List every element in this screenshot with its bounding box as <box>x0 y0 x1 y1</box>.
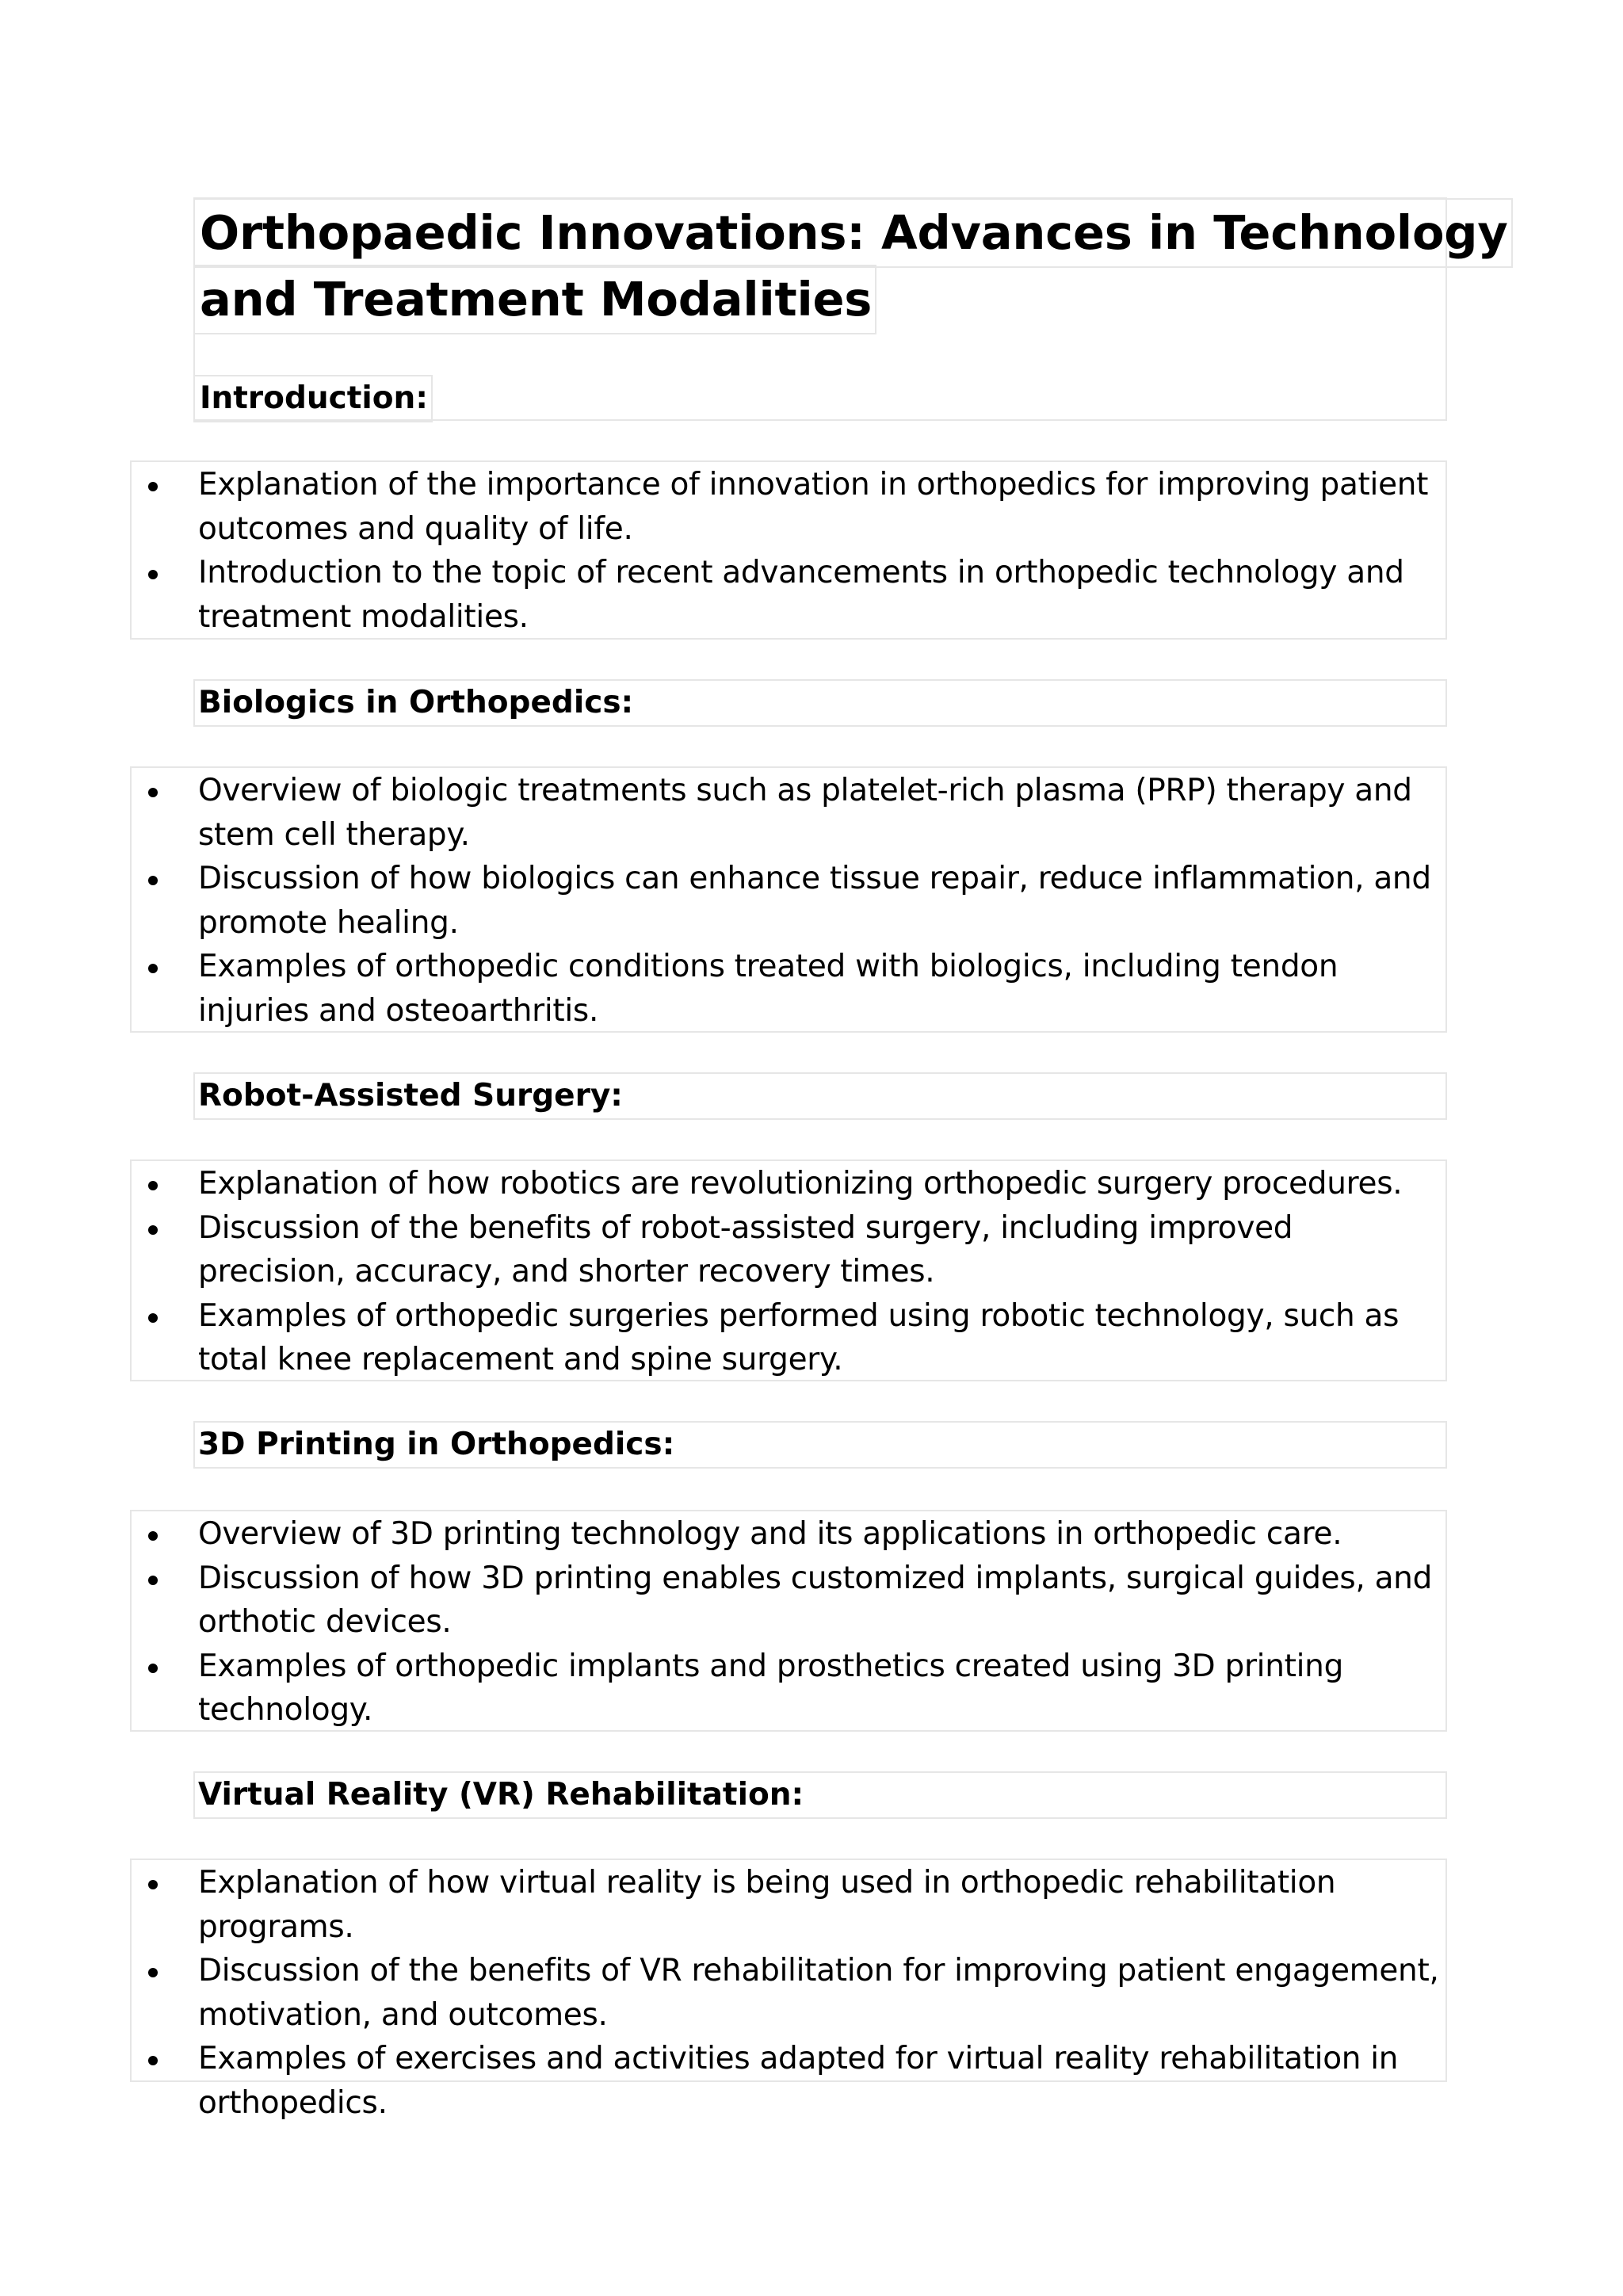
page-title-line-2: and Treatment Modalities <box>193 265 876 334</box>
list-item: Examples of orthopedic conditions treated with biologics, including tendon injuries and osteoarthritis. <box>130 945 1445 1033</box>
list-item: Examples of orthopedic implants and prosthetics created using 3D printing technology. <box>130 1645 1445 1733</box>
bullet-icon <box>148 482 158 491</box>
section-heading-vr-rehabilitation: Virtual Reality (VR) Rehabilitation: <box>198 1777 804 1813</box>
bullet-icon <box>148 876 158 885</box>
list-item: Examples of exercises and activities adapted for virtual reality rehabilitation in orthopedics. <box>130 2037 1445 2125</box>
section-heading-3d-printing: 3D Printing in Orthopedics: <box>198 1427 675 1462</box>
bullet-icon <box>148 1531 158 1541</box>
list-item: Introduction to the topic of recent advancements in orthopedic technology and treatment modalities. <box>130 551 1445 639</box>
introduction-list <box>130 463 1445 639</box>
bullet-icon <box>148 1181 158 1190</box>
bullet-icon <box>148 1225 158 1235</box>
section-heading-introduction: Introduction: <box>193 375 433 422</box>
list-item: Discussion of how 3D printing enables customized implants, surgical guides, and orthotic devices. <box>130 1557 1445 1645</box>
list-item: Explanation of how robotics are revolutionizing orthopedic surgery procedures. <box>130 1162 1445 1206</box>
list-item: Overview of biologic treatments such as platelet-rich plasma (PRP) therapy and stem cell therapy. <box>130 769 1445 857</box>
biologics-list <box>130 769 1445 1033</box>
vr-list <box>130 1861 1445 2125</box>
list-item: Overview of 3D printing technology and its applications in orthopedic care. <box>130 1512 1445 1557</box>
list-item: Explanation of the importance of innovation in orthopedics for improving patient outcomes and quality of life. <box>130 463 1445 551</box>
list-item: Discussion of the benefits of robot-assisted surgery, including improved precision, accuracy, and shorter recovery times. <box>130 1206 1445 1294</box>
bullet-icon <box>148 2056 158 2065</box>
bullet-icon <box>148 570 158 579</box>
bullet-icon <box>148 1664 158 1673</box>
section-heading-robot-assisted-surgery: Robot-Assisted Surgery: <box>198 1078 623 1114</box>
bullet-icon <box>148 1313 158 1323</box>
section-heading-biologics: Biologics in Orthopedics: <box>198 685 634 720</box>
bullet-icon <box>148 964 158 973</box>
list-item: Explanation of how virtual reality is being used in orthopedic rehabilitation programs. <box>130 1861 1445 1949</box>
bullet-icon <box>148 1576 158 1585</box>
list-item: Discussion of how biologics can enhance tissue repair, reduce inflammation, and promote healing. <box>130 857 1445 945</box>
bullet-icon <box>148 1880 158 1889</box>
robot-list <box>130 1162 1445 1382</box>
page-title-line-1: Orthopaedic Innovations: Advances in Technology <box>193 198 1513 268</box>
bullet-icon <box>148 1968 158 1977</box>
list-item: Discussion of the benefits of VR rehabilitation for improving patient engagement, motivation, and outcomes. <box>130 1949 1445 2037</box>
list-item: Examples of orthopedic surgeries performed using robotic technology, such as total knee replacement and spine surgery. <box>130 1294 1445 1382</box>
printing-list <box>130 1512 1445 1733</box>
bullet-icon <box>148 788 158 797</box>
